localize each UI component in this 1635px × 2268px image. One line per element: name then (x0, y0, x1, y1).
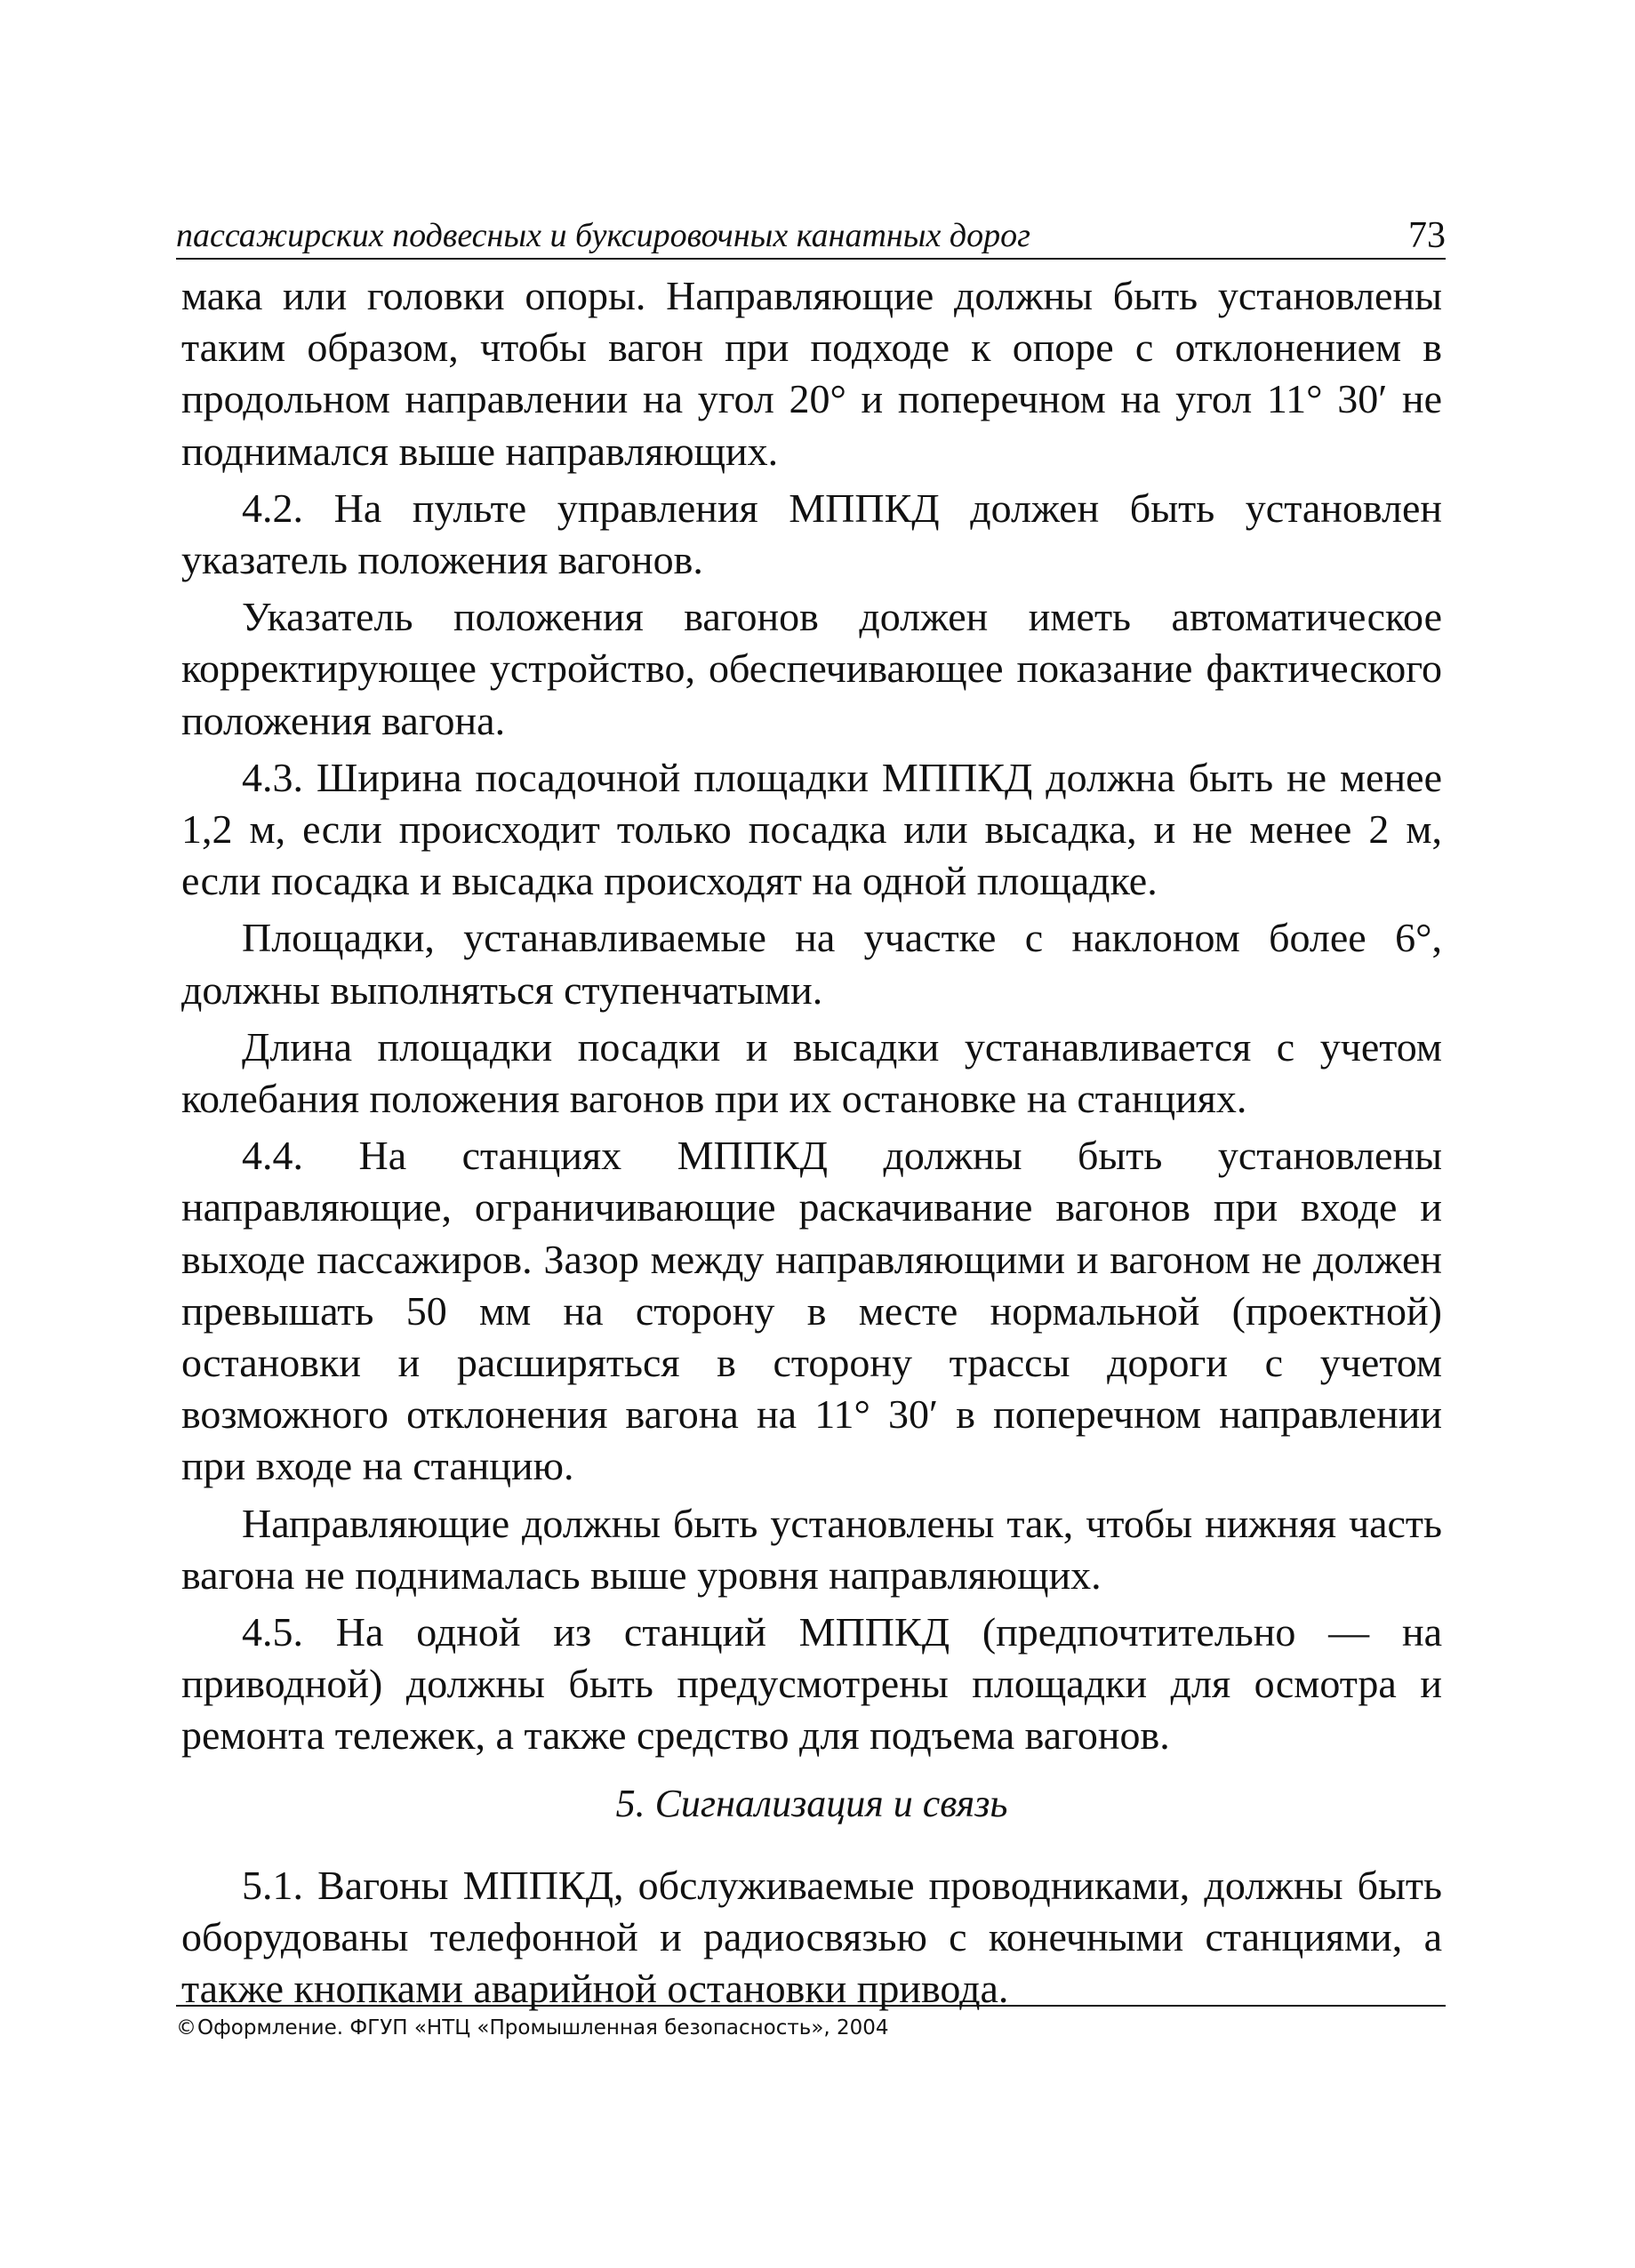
paragraph-4-3: 4.3. Ширина посадочной площадки МППКД должна быть не менее 1,2 м, если происходит только посадка или высадка, и не менее 2 м, если посадка и высадка происходят на одной площадке. (181, 754, 1442, 904)
section-heading: 5. Сигнализация и связь (615, 1781, 1008, 1825)
running-header (176, 206, 1446, 260)
footer-divider (176, 2005, 1446, 2007)
paragraph-5-1: 5.1. Вагоны МППКД, обслуживаемые проводниками, должны быть оборудованы телефонной и радиосвязью с конечными станциями, а также кнопками аварийной остановки привода. (181, 1862, 1442, 2012)
paragraph-4-2: 4.2. На пульте управления МППКД должен быть установлен указатель положения вагонов. (181, 485, 1442, 583)
paragraph-platform-length: Длина площадки посадки и высадки устанавливается с учетом колебания положения вагонов при их остановке на станциях. (181, 1023, 1442, 1122)
copyright-line (176, 2016, 889, 2041)
running-title: пассажирских подвесных и буксировочных канатных дорог (176, 217, 1030, 254)
paragraph-4-5: 4.5. На одной из станций МППКД (предпочтительно — на приводной) должны быть предусмотрены площадки для осмотра и ремонта тележек, а также средство для подъема вагонов. (181, 1609, 1442, 1759)
main-text (181, 270, 1442, 2015)
page-number: 73 (1408, 215, 1446, 256)
paragraph-4-4: 4.4. На станциях МППКД должны быть установлены направляющие, ограничивающие раскачивание вагонов при входе и выходе пассажиров. Зазор между направляющими и вагоном не должен превышать 50 мм на сторону в месте нормальной (проектной) остановки и расширяться в сторону трассы дороги с учетом возможного отклонения вагона на 11° 30′ в поперечном направлении при входе на станцию. (181, 1133, 1442, 1489)
copyright-icon: © (176, 2016, 196, 2040)
paragraph-continuation: мака или головки опоры. Направляющие должны быть установлены таким образом, чтобы вагон при подходе к опоре с отклонением в продольном направлении на угол 20° и поперечном на угол 11° 30′ не поднимался выше направляющих. (181, 273, 1442, 474)
paragraph-position-indicator: Указатель положения вагонов должен иметь автоматическое корректирующее устройство, обеспечивающее показание фактического положения вагона. (181, 594, 1442, 743)
copyright-text: Оформление. ФГУП «НТЦ «Промышленная безопасность», 2004 (197, 2016, 889, 2040)
paragraph-stepped-platforms: Площадки, устанавливаемые на участке с наклоном более 6°, должны выполняться ступенчатыми. (181, 915, 1442, 1013)
paragraph-guides-installation: Направляющие должны быть установлены так, чтобы нижняя часть вагона не поднималась выше уровня направляющих. (181, 1500, 1442, 1598)
